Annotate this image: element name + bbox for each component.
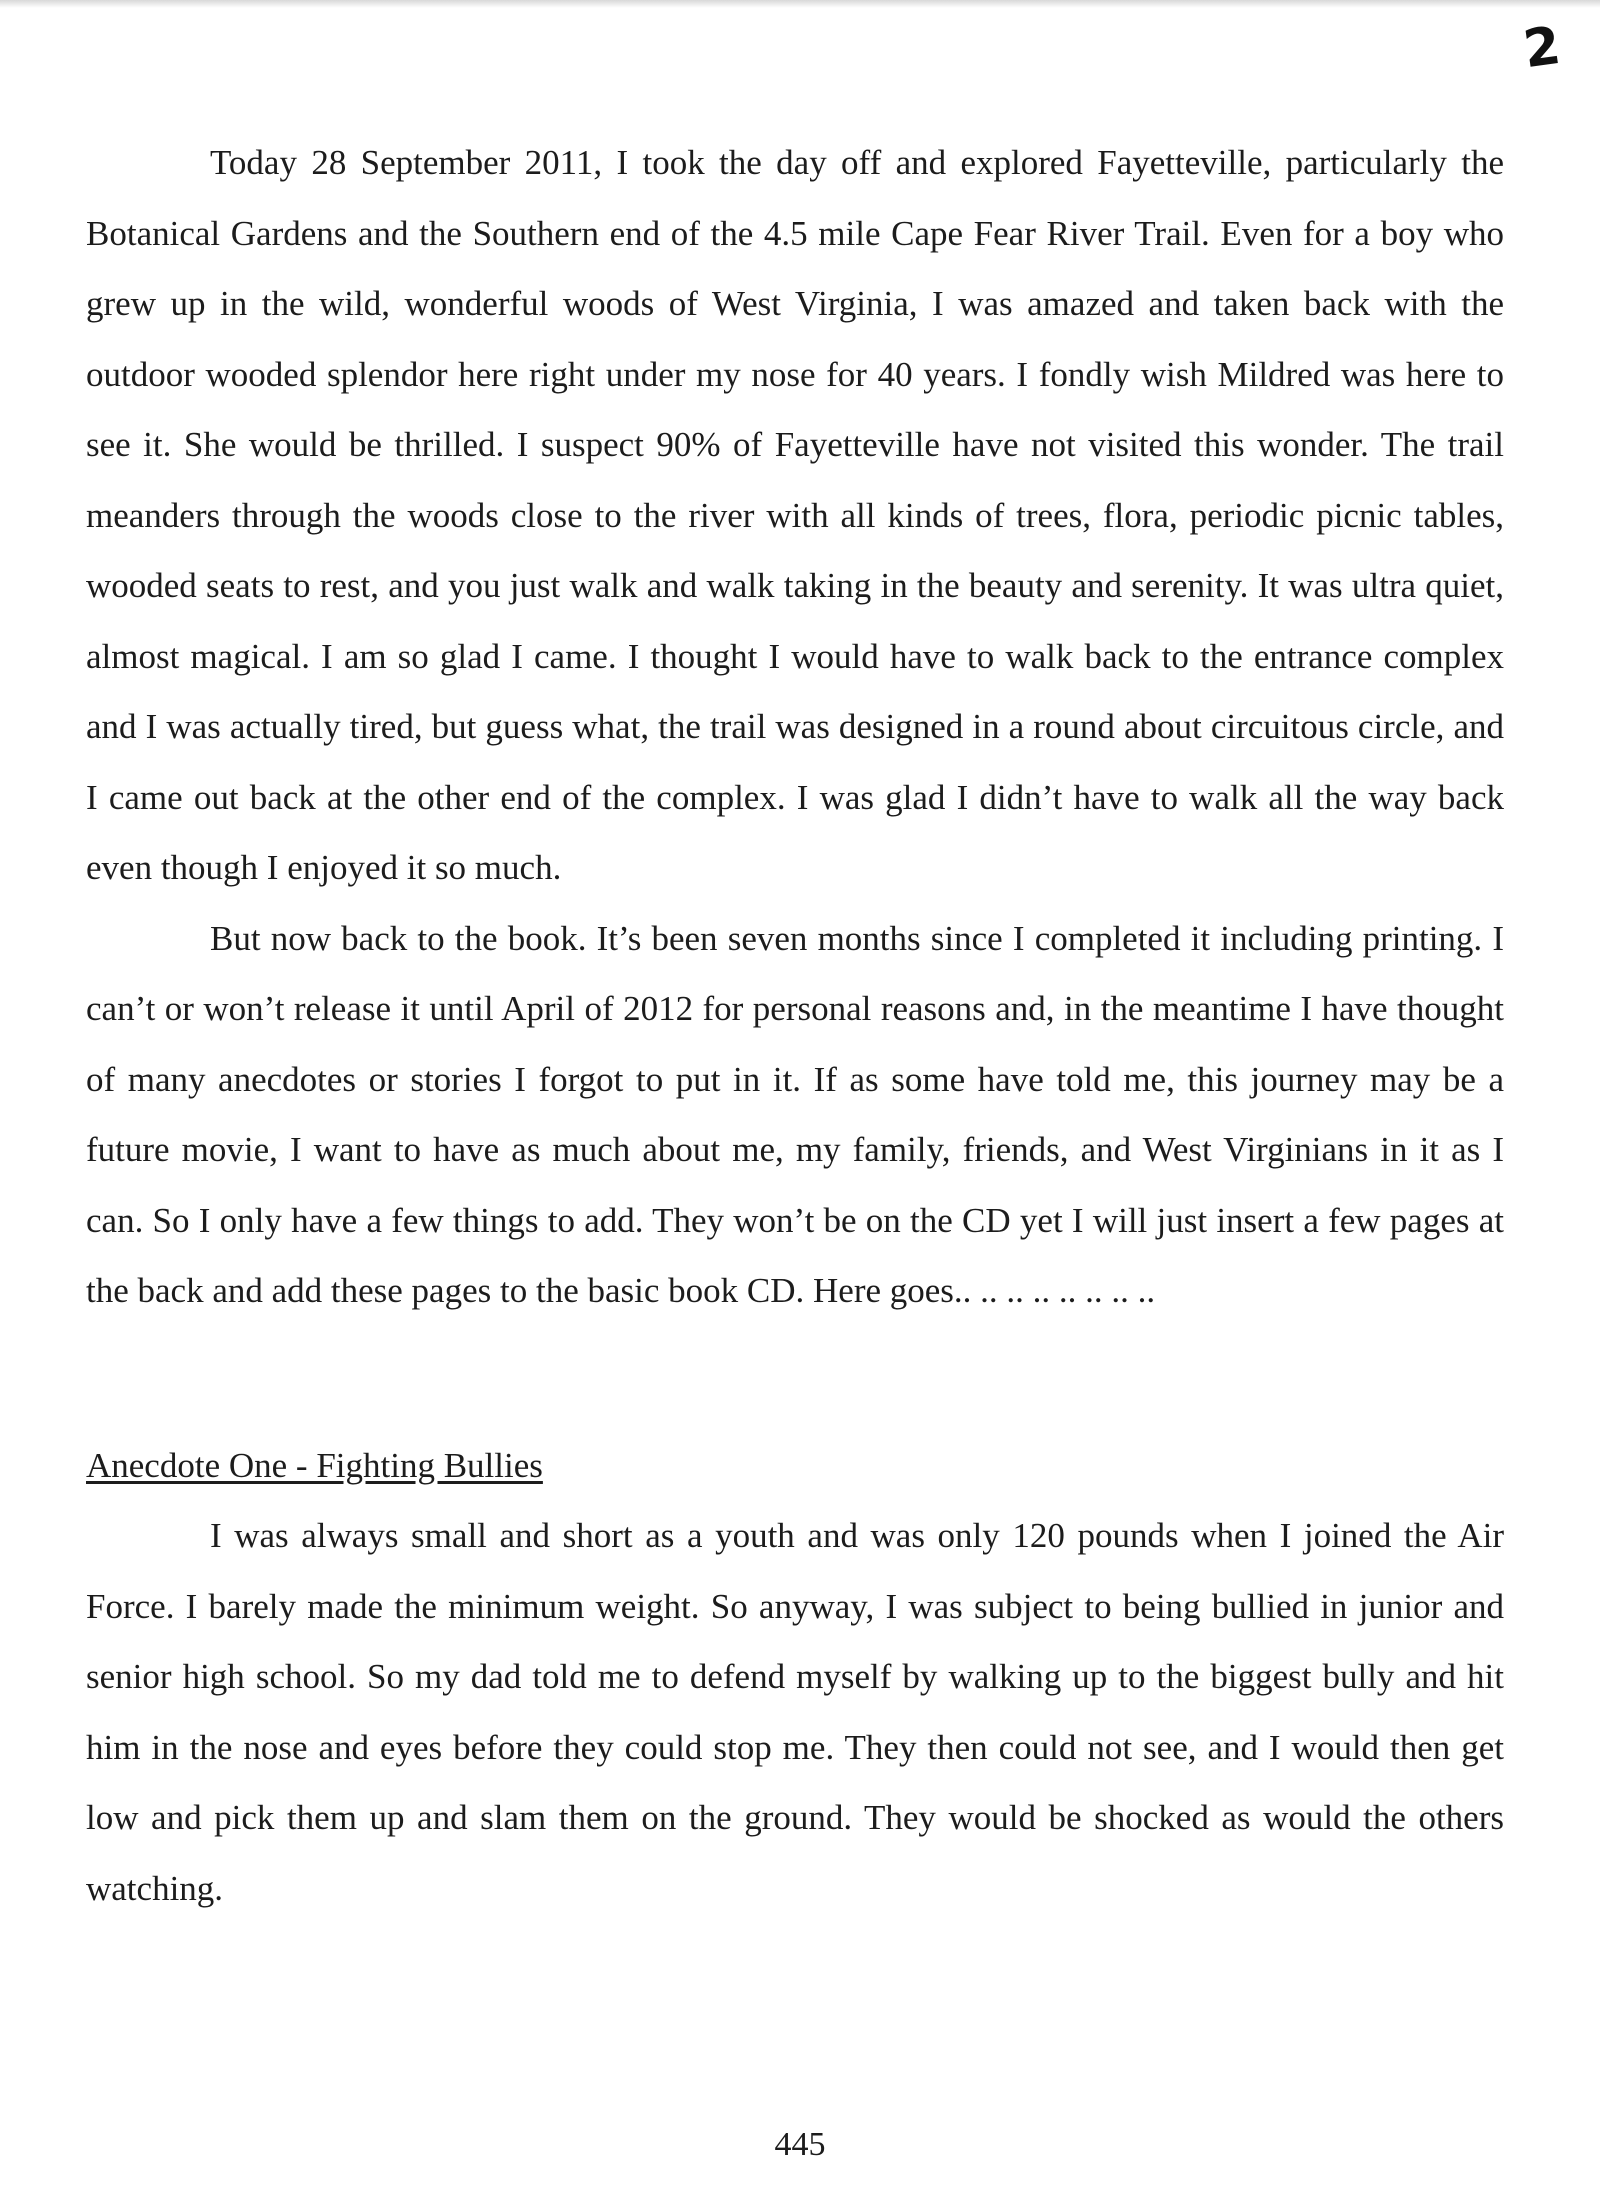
paragraph-book: But now back to the book. It’s been seven months since I completed it including printing. I can’t or won’t release it until April of 2012 for personal reasons and, in the meantime I have thought of many anecdotes or stories I forgot to put in it. If as some have told me, this journey may be a future movie, I want to have as much about me, my family, friends, and West Virginians in it as I can. So I only have a few things to add. They won’t be on the CD yet I will just insert a few pages at the back and add these pages to the basic book CD. Here goes.. .. .. .. .. .. .. ..	[86, 918, 1504, 1310]
section-heading: Anecdote One - Fighting Bullies	[86, 1445, 543, 1485]
scan-top-edge	[0, 0, 1600, 8]
paragraph-intro: Today 28 September 2011, I took the day off and explored Fayetteville, particularly the Botanical Gardens and the Southern end of the 4.5 mile Cape Fear River Trail. Even for a boy who grew up in the wild, wonderful woods of West Virginia, I was amazed and taken back with the outdoor wooded splendor here right under my nose for 40 years. I fondly wish Mildred was here to see it. She would be thrilled. I suspect 90% of Fayetteville have not visited this wonder. The trail meanders through the woods close to the river with all kinds of trees, flora, periodic picnic tables, wooded seats to rest, and you just walk and walk taking in the beauty and serenity. It was ultra quiet, almost magical. I am so glad I came. I thought I would have to walk back to the entrance complex and I was actually tired, but guess what, the trail was designed in a round about circuitous circle, and I came out back at the other end of the complex. I was glad I didn’t have to walk all the way back even though I enjoyed it so much.	[86, 143, 1504, 887]
document-page	[86, 128, 1504, 1924]
paragraph-anecdote-one: I was always small and short as a youth and was only 120 pounds when I joined the Air Force. I barely made the minimum weight. So anyway, I was subject to being bullied in junior and senior high school. So my dad told me to defend myself by walking up to the biggest bully and hit him in the nose and eyes before they could stop me. They then could not see, and I would then get low and pick them up and slam them on the ground. They would be shocked as would the others watching.	[86, 1516, 1504, 1908]
page-number: 445	[774, 2126, 826, 2163]
handwritten-page-mark: 2	[1519, 15, 1564, 81]
